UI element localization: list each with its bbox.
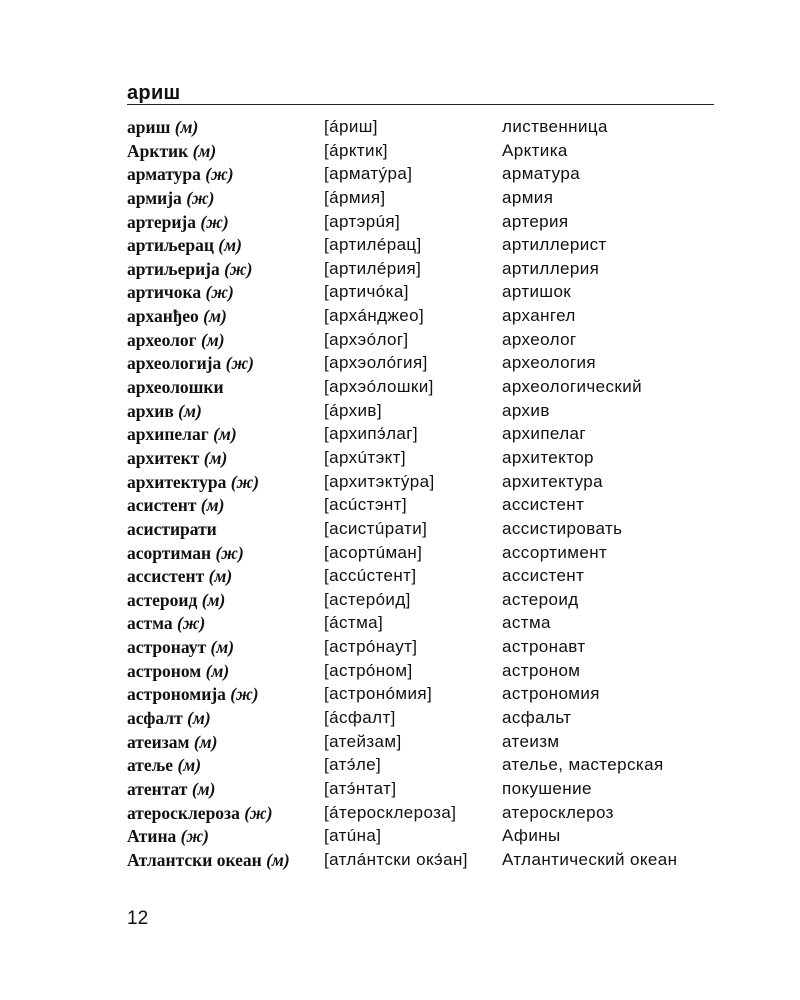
serbian-headword-cell <box>127 778 324 800</box>
running-head: ариш <box>127 82 181 104</box>
headword: ариш <box>127 117 171 137</box>
transcription: [атлáнтски окэ́ан] <box>324 849 468 869</box>
headword: атентат <box>127 778 188 799</box>
translation: лиственница <box>502 117 608 136</box>
gender-mark: (м) <box>200 329 225 350</box>
dictionary-entry <box>127 612 717 636</box>
translation: армия <box>502 187 554 207</box>
headword: атеље <box>127 755 174 776</box>
serbian-headword-cell <box>127 542 324 564</box>
transcription: [áтеросклероза] <box>324 802 457 822</box>
dictionary-entry <box>127 187 717 211</box>
headword: асистирати <box>127 518 217 539</box>
dictionary-entry <box>127 542 717 566</box>
headword: Атлантски океан <box>127 849 262 870</box>
gender-mark: (м) <box>203 447 228 468</box>
gender-mark: (м) <box>193 731 218 752</box>
serbian-headword-cell <box>127 400 324 422</box>
gender-mark: (м) <box>208 566 233 587</box>
headword: асфалт <box>127 708 183 729</box>
serbian-headword-cell <box>127 305 324 327</box>
transcription: [артилéрия] <box>324 258 422 278</box>
serbian-headword-cell <box>127 660 324 682</box>
dictionary-entry <box>127 400 717 424</box>
dictionary-entry <box>127 423 717 447</box>
translation: атеизм <box>502 731 560 751</box>
serbian-headword-cell <box>127 471 324 493</box>
gender-mark: (м) <box>205 660 230 681</box>
transcription: [артичóка] <box>324 282 409 302</box>
gender-mark: (ж) <box>186 187 215 208</box>
headword: арханђео <box>127 306 199 327</box>
headword: артиљерија <box>127 258 220 279</box>
translation: архангел <box>502 306 576 326</box>
transcription: [архáнджео] <box>324 306 425 326</box>
serbian-headword-cell <box>127 518 324 540</box>
dictionary-entry <box>127 825 717 849</box>
headword: атеросклероза <box>127 802 240 823</box>
dictionary-entry <box>127 234 717 258</box>
headword: артиљерац <box>127 235 214 256</box>
dictionary-entry <box>127 731 717 755</box>
serbian-headword-cell <box>127 258 324 280</box>
headword: археолог <box>127 329 197 350</box>
translation: артишок <box>502 282 572 302</box>
serbian-headword-cell <box>127 494 324 516</box>
gender-mark: (м) <box>192 140 217 161</box>
translation: астронавт <box>502 637 586 657</box>
headword: Арктик <box>127 140 189 161</box>
gender-mark: (м) <box>174 117 199 137</box>
headword: астероид <box>127 589 198 610</box>
page-number: 12 <box>127 908 149 929</box>
dictionary-entry <box>127 447 717 471</box>
serbian-headword-cell <box>127 423 324 445</box>
dictionary-entry <box>127 471 717 495</box>
serbian-headword-cell <box>127 802 324 824</box>
dictionary-entry <box>127 116 717 140</box>
headword: астма <box>127 613 173 634</box>
headword: архипелаг <box>127 424 209 445</box>
gender-mark: (м) <box>201 589 226 610</box>
dictionary-entry <box>127 683 717 707</box>
gender-mark: (м) <box>178 400 202 421</box>
dictionary-entry <box>127 636 717 660</box>
translation: архитектор <box>502 447 594 467</box>
serbian-headword-cell <box>127 447 324 469</box>
serbian-headword-cell <box>127 731 324 753</box>
dictionary-entry <box>127 565 717 589</box>
transcription: [атúна] <box>324 826 382 846</box>
headword: архитект <box>127 447 200 468</box>
translation: Арктика <box>502 140 568 160</box>
dictionary-entry <box>127 352 717 376</box>
translation: астма <box>502 613 551 633</box>
dictionary-entry <box>127 707 717 731</box>
transcription: [атэ́ле] <box>324 755 382 775</box>
translation: астроном <box>502 660 581 680</box>
dictionary-entry <box>127 778 717 802</box>
translation: покушение <box>502 778 592 798</box>
translation: ателье, мастерская <box>502 755 664 775</box>
translation: астрономия <box>502 684 600 704</box>
transcription: [ассúстент] <box>324 566 417 586</box>
serbian-headword-cell <box>127 234 324 256</box>
transcription: [артилéрац] <box>324 235 422 255</box>
translation: астероид <box>502 589 579 609</box>
translation: археолог <box>502 329 577 349</box>
gender-mark: (ж) <box>177 613 206 634</box>
headword: ассистент <box>127 566 205 587</box>
serbian-headword-cell <box>127 163 324 185</box>
translation: атеросклероз <box>502 802 614 822</box>
dictionary-entry <box>127 849 717 897</box>
serbian-headword-cell <box>127 211 324 233</box>
dictionary-entry <box>127 329 717 353</box>
serbian-headword-cell <box>127 187 324 209</box>
dictionary-entry <box>127 660 717 684</box>
gender-mark: (м) <box>177 755 202 776</box>
headword: астронаут <box>127 637 207 658</box>
gender-mark: (ж) <box>224 258 253 279</box>
transcription: [астронóмия] <box>324 684 433 704</box>
translation: артерия <box>502 211 569 231</box>
gender-mark: (м) <box>203 306 227 327</box>
translation: ассортимент <box>502 542 608 562</box>
translation: арматура <box>502 164 581 184</box>
headword: астрономија <box>127 684 226 705</box>
serbian-headword-cell <box>127 612 324 634</box>
serbian-headword-cell <box>127 352 324 374</box>
translation: ассистировать <box>502 518 623 538</box>
serbian-headword-cell <box>127 707 324 729</box>
dictionary-entry <box>127 376 717 400</box>
transcription: [áрктик] <box>324 140 388 160</box>
transcription: [асúстэнт] <box>324 495 407 515</box>
headword: асортиман <box>127 542 212 563</box>
gender-mark: (ж) <box>200 211 229 232</box>
translation: асфальт <box>502 708 572 728</box>
headword: археолошки <box>127 377 224 398</box>
header-rule <box>127 104 714 105</box>
headword: археологија <box>127 353 222 374</box>
dictionary-entry <box>127 802 717 826</box>
entries-list <box>127 116 717 897</box>
translation: археология <box>502 353 597 373</box>
gender-mark: (ж) <box>205 164 234 185</box>
translation: Афины <box>502 826 561 846</box>
headword: Атина <box>127 826 177 847</box>
headword: атеизам <box>127 731 190 752</box>
translation: археологический <box>502 377 643 397</box>
transcription: [архэóлошки] <box>324 377 434 397</box>
gender-mark: (ж) <box>205 282 234 303</box>
dictionary-entry <box>127 281 717 305</box>
transcription: [асистúрати] <box>324 518 428 538</box>
serbian-headword-cell <box>127 589 324 611</box>
headword: архив <box>127 400 174 421</box>
transcription: [áсфалт] <box>324 708 396 728</box>
gender-mark: (ж) <box>225 353 254 374</box>
transcription: [архэолóгия] <box>324 353 428 373</box>
gender-mark: (ж) <box>180 826 209 847</box>
translation: архитектура <box>502 471 603 491</box>
transcription: [áстма] <box>324 613 384 633</box>
transcription: [асортúман] <box>324 542 423 562</box>
transcription: [áрхив] <box>324 400 382 420</box>
transcription: [астрóнаут] <box>324 637 418 657</box>
headword: астроном <box>127 660 202 681</box>
gender-mark: (м) <box>187 708 211 729</box>
gender-mark: (м) <box>266 849 290 870</box>
translation: ассистент <box>502 495 585 515</box>
headword: армија <box>127 187 182 208</box>
serbian-headword-cell <box>127 825 324 847</box>
gender-mark: (ж) <box>230 471 260 492</box>
gender-mark: (ж) <box>230 684 259 705</box>
dictionary-entry <box>127 140 717 164</box>
serbian-headword-cell <box>127 565 324 587</box>
dictionary-entry <box>127 754 717 778</box>
gender-mark: (м) <box>213 424 237 445</box>
headword: архитектура <box>127 471 227 492</box>
serbian-headword-cell <box>127 140 324 162</box>
transcription: [арматýра] <box>324 164 413 184</box>
serbian-headword-cell <box>127 754 324 776</box>
dictionary-entry <box>127 494 717 518</box>
headword: артерија <box>127 211 197 232</box>
gender-mark: (м) <box>210 637 235 658</box>
serbian-headword-cell <box>127 376 324 398</box>
transcription: [астерóид] <box>324 589 411 609</box>
gender-mark: (ж) <box>215 542 244 563</box>
transcription: [атэ́нтат] <box>324 778 397 798</box>
translation: артиллерия <box>502 258 600 278</box>
gender-mark: (ж) <box>244 802 273 823</box>
serbian-headword-cell <box>127 636 324 658</box>
gender-mark: (м) <box>200 495 225 516</box>
transcription: [астрóном] <box>324 660 413 680</box>
transcription: [архúтэкт] <box>324 447 406 467</box>
transcription: [архипэ́лаг] <box>324 424 419 444</box>
transcription: [атейзам] <box>324 731 402 751</box>
translation: архипелаг <box>502 424 586 444</box>
headword: артичока <box>127 282 202 303</box>
serbian-headword-cell <box>127 683 324 705</box>
headword: арматура <box>127 164 201 185</box>
gender-mark: (м) <box>191 778 216 799</box>
gender-mark: (м) <box>218 235 242 256</box>
transcription: [архэóлог] <box>324 329 409 349</box>
headword: асистент <box>127 495 197 516</box>
serbian-headword-cell <box>127 116 324 138</box>
translation: артиллерист <box>502 235 607 255</box>
dictionary-entry <box>127 163 717 187</box>
dictionary-entry <box>127 211 717 235</box>
translation: архив <box>502 400 550 420</box>
transcription: [архитэктýра] <box>324 471 435 491</box>
serbian-headword-cell <box>127 329 324 351</box>
translation: Атлантический океан <box>502 849 678 869</box>
translation: ассистент <box>502 566 585 586</box>
dictionary-entry <box>127 305 717 329</box>
dictionary-entry <box>127 258 717 282</box>
dictionary-entry <box>127 589 717 613</box>
serbian-headword-cell <box>127 281 324 303</box>
transcription: [áрмия] <box>324 187 386 207</box>
transcription: [артэрúя] <box>324 211 401 231</box>
transcription: [áриш] <box>324 117 378 136</box>
dictionary-entry <box>127 518 717 542</box>
serbian-headword-cell <box>127 849 324 871</box>
